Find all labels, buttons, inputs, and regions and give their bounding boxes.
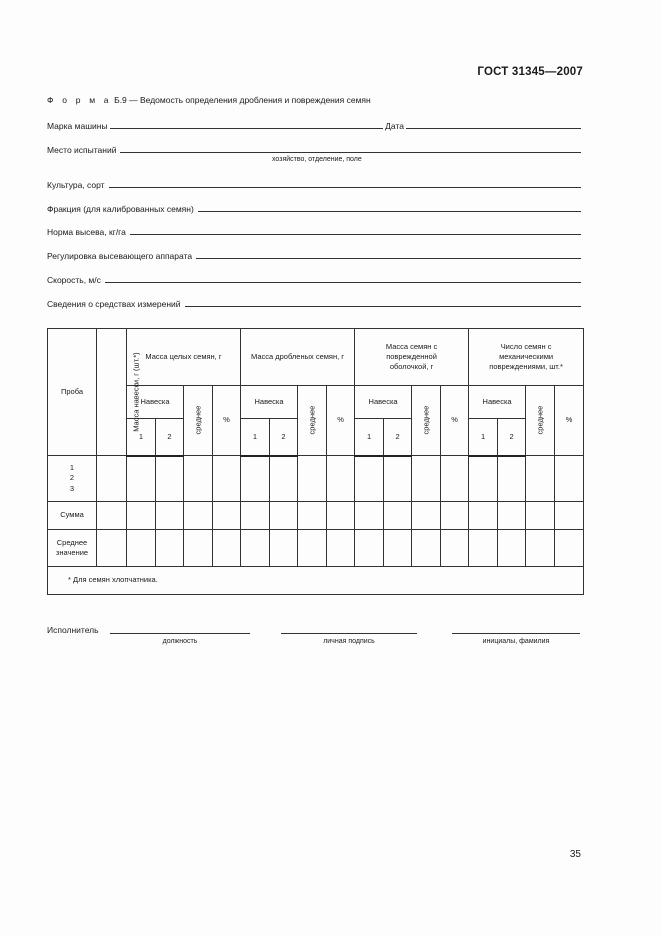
signature-position-caption: должность [162,638,198,645]
signature-sign-caption: личная подпись [323,638,375,645]
table-cell[interactable] [498,530,526,567]
table-cell[interactable] [327,530,355,567]
document-code: ГОСТ 31345—2007 [477,66,583,78]
table-cell[interactable] [241,530,270,567]
signature-position-line[interactable] [110,633,250,634]
header-sample-mass-text: Масса навески, г (шт.*) [131,352,141,432]
table-cell[interactable] [384,456,412,502]
table-cell[interactable] [270,502,298,530]
table-cell[interactable] [241,502,270,530]
table-cell[interactable] [469,530,498,567]
header-group-crushed: Масса дробленых семян, г [241,329,355,386]
table-footnote: * Для семян хлопчатника. [48,567,584,595]
field-rate-line[interactable] [130,234,581,235]
table-cell[interactable] [412,456,441,502]
table-cell[interactable] [555,530,584,567]
table-cell[interactable] [355,502,384,530]
table-cell[interactable] [213,456,241,502]
table-cell[interactable] [270,530,298,567]
table-cell[interactable] [270,456,298,502]
field-adjust-line[interactable] [196,258,581,259]
sub-n1: 1 [127,419,156,456]
header-group-whole: Масса целых семян, г [127,329,241,386]
table-cell[interactable] [526,502,555,530]
field-instruments-label: Сведения о средствах измерений [47,299,181,309]
field-date-line[interactable] [406,128,581,129]
table-row-samples [48,456,584,502]
sub-avg: среднее [184,386,213,456]
table-cell[interactable] [298,530,327,567]
header-sample-mass [97,329,141,456]
data-table [47,328,584,595]
sub-n1: 1 [469,419,498,456]
table-cell[interactable] [127,502,156,530]
field-culture-line[interactable] [109,187,581,188]
field-fraction-label: Фракция (для калиброванных семян) [47,204,194,214]
sub-sample: Навеска [241,386,298,419]
sub-pct: % [327,386,355,456]
table-cell[interactable] [555,502,584,530]
signature-name-line[interactable] [452,633,580,634]
table-cell[interactable] [327,502,355,530]
sub-avg: среднее [526,386,555,456]
table-cell[interactable] [241,456,270,502]
signature-name-caption: инициалы, фамилия [482,638,550,645]
field-instruments [47,295,581,309]
table-cell[interactable] [498,456,526,502]
field-brand-date [47,117,581,131]
table-cell[interactable] [412,530,441,567]
field-adjust [47,247,581,261]
table-cell[interactable] [184,456,213,502]
table-row-avg [48,530,584,567]
table-cell[interactable] [498,502,526,530]
header-sample: Проба [48,329,97,456]
sub-sample: Навеска [127,386,184,419]
table-cell[interactable] [127,456,156,502]
table-cell[interactable] [469,456,498,502]
table-cell[interactable] [97,530,127,567]
field-culture [47,176,581,190]
table-cell[interactable] [469,502,498,530]
field-brand-line[interactable] [110,128,384,129]
table-cell[interactable] [184,530,213,567]
table-cell[interactable] [355,530,384,567]
table-cell[interactable] [412,502,441,530]
table-cell[interactable] [298,502,327,530]
sub-n2: 2 [498,419,526,456]
field-speed-line[interactable] [105,282,581,283]
executor-label: Исполнитель [47,625,99,635]
table-cell[interactable] [156,530,184,567]
field-rate [47,223,581,237]
table-cell[interactable] [555,456,584,502]
sub-n1: 1 [241,419,270,456]
sub-n2: 2 [156,419,184,456]
table-row-sum [48,502,584,530]
field-speed-label: Скорость, м/с [47,275,101,285]
table-cell[interactable] [384,502,412,530]
table-cell[interactable] [97,456,127,502]
field-culture-label: Культура, сорт [47,180,105,190]
table-cell[interactable] [441,502,469,530]
field-instruments-line[interactable] [185,306,581,307]
table-cell[interactable] [441,530,469,567]
header-group-mechanical: Число семян с механическими повреждениями, шт.* [469,329,584,386]
sub-sample: Навеска [469,386,526,419]
signature-sign-line[interactable] [281,633,417,634]
field-fraction [47,200,581,214]
field-brand-label: Марка машины [47,121,108,131]
field-place-line[interactable] [120,152,581,153]
table-cell[interactable] [156,456,184,502]
sub-pct: % [441,386,469,456]
page-number: 35 [569,849,581,860]
sub-pct: % [213,386,241,456]
field-adjust-label: Регулировка высевающего аппарата [47,251,193,261]
form-prefix: Ф о р м а [47,95,112,105]
table-cell[interactable] [184,502,213,530]
sub-pct: % [555,386,584,456]
field-place [47,141,581,155]
table-cell[interactable] [127,530,156,567]
sub-avg: среднее [412,386,441,456]
header-group-damaged-shell: Масса семян с поврежденной оболочкой, г [355,329,469,386]
form-title [47,95,371,105]
field-fraction-line[interactable] [198,211,581,212]
field-rate-label: Норма высева, кг/га [47,227,126,237]
table-cell[interactable] [213,502,241,530]
table-cell[interactable] [355,456,384,502]
sub-n2: 2 [384,419,412,456]
table-cell[interactable] [97,502,127,530]
sub-n1: 1 [355,419,384,456]
field-speed [47,271,581,285]
sub-sample: Навеска [355,386,412,419]
table-cell[interactable] [384,530,412,567]
form-name: Б.9 — Ведомость определения дробления и повреждения семян [114,95,371,105]
table-cell[interactable] [156,502,184,530]
table-cell[interactable] [213,530,241,567]
sub-avg: среднее [298,386,327,456]
field-date-label: Дата [385,121,404,131]
table-cell[interactable] [327,456,355,502]
sample-numbers: 1 2 3 [48,456,97,502]
table-cell[interactable] [526,456,555,502]
table-cell[interactable] [441,456,469,502]
row-label-sum: Сумма [48,502,97,530]
table-cell[interactable] [526,530,555,567]
sub-n2: 2 [270,419,298,456]
field-place-caption: хозяйство, отделение, поле [272,156,362,163]
table-cell[interactable] [298,456,327,502]
field-place-label: Место испытаний [47,145,117,155]
row-label-avg: Среднее значение [48,530,97,567]
